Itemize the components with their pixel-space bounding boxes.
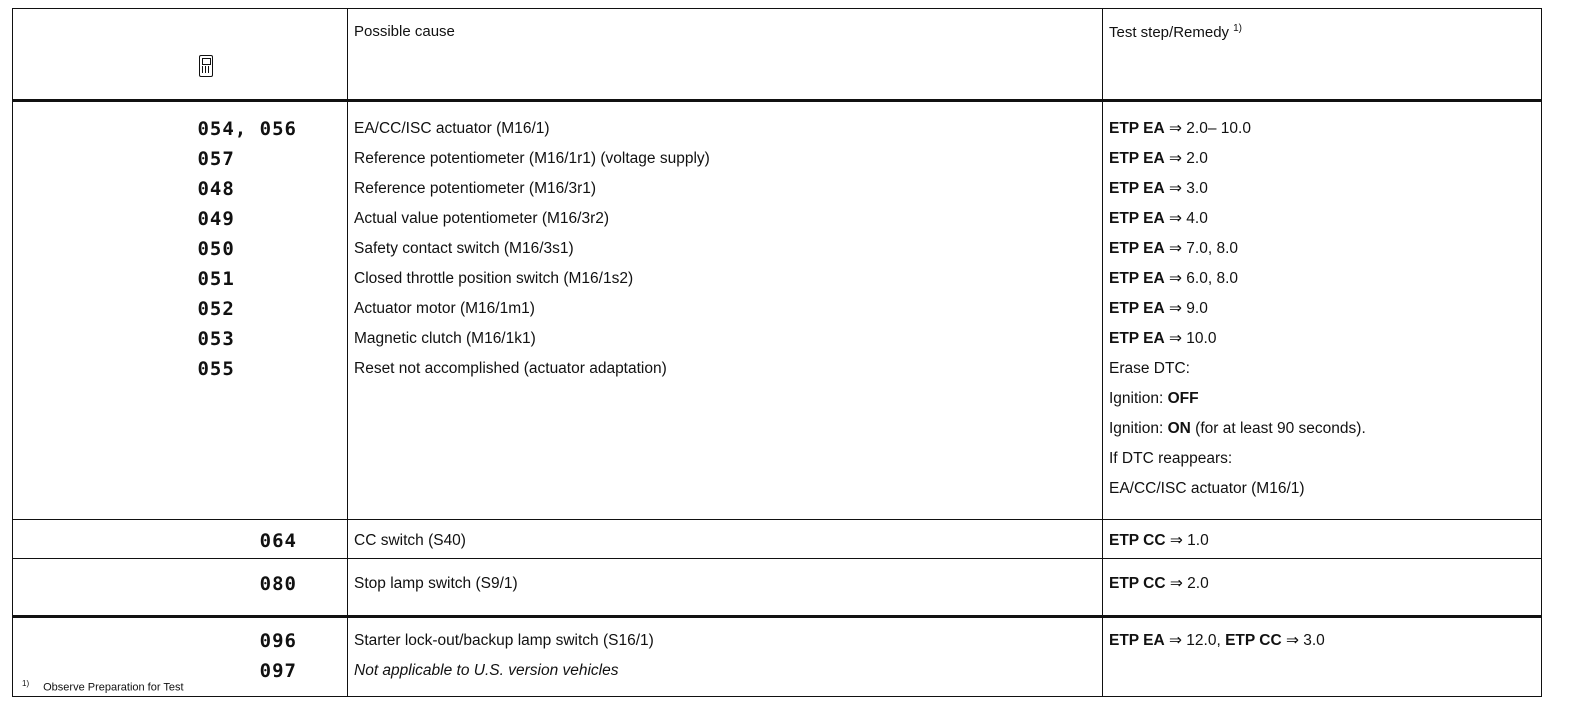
footnote-mark: 1) (22, 679, 30, 688)
ignition-state: ON (1167, 420, 1191, 437)
remedy-text: If DTC reappears: (1109, 450, 1233, 467)
dtc-code-cell (13, 101, 348, 520)
dtc-code: 053 (197, 328, 235, 350)
remedy-text: ⇒ 12.0, (1164, 632, 1226, 649)
cause-text: Magnetic clutch (M16/1k1) (354, 330, 536, 347)
remedy-text: Ignition: (1109, 390, 1168, 407)
remedy-line (1109, 354, 1541, 384)
test-program-label: ETP CC (1109, 575, 1166, 592)
remedy-text: Erase DTC: (1109, 360, 1190, 377)
remedy-line (1109, 294, 1541, 324)
remedy-line (1109, 204, 1541, 234)
remedy-text: ⇒ 2.0 (1164, 150, 1208, 167)
cause-header-label: Possible cause (354, 23, 455, 40)
test-program-label: ETP EA (1109, 150, 1165, 167)
dtc-code-cell (13, 559, 348, 617)
cause-cell (348, 559, 1103, 617)
cause-text: Starter lock-out/backup lamp switch (S16/1) (354, 632, 654, 649)
dtc-code: 057 (197, 148, 235, 170)
test-program-label: ETP EA (1109, 210, 1165, 227)
remedy-text: ⇒ 3.0 (1281, 632, 1325, 649)
remedy-line (1109, 414, 1541, 444)
cause-text: EA/CC/ISC actuator (M16/1) (354, 120, 550, 137)
footnote-text: Observe Preparation for Test (43, 681, 184, 694)
cause-text: Safety contact switch (M16/3s1) (354, 240, 574, 257)
cause-note: Not applicable to U.S. version vehicles (354, 662, 619, 679)
remedy-line (1109, 114, 1541, 144)
ignition-state: OFF (1167, 390, 1199, 407)
remedy-line (1109, 144, 1541, 174)
cause-cell (348, 520, 1103, 559)
dtc-code: 097 (259, 660, 297, 682)
dtc-code: 050 (197, 238, 235, 260)
remedy-text: ⇒ 4.0 (1164, 210, 1208, 227)
cause-text: Actuator motor (M16/1m1) (354, 300, 535, 317)
cause-column-header (348, 9, 1103, 101)
remedy-text: ⇒ 3.0 (1164, 180, 1208, 197)
remedy-header-label: Test step/Remedy (1109, 24, 1230, 41)
cause-text: Reference potentiometer (M16/1r1) (voltage supply) (354, 150, 710, 167)
dtc-code: 055 (197, 358, 235, 380)
code-column-header (13, 9, 348, 101)
remedy-line (1109, 474, 1541, 504)
dtc-code: 096 (259, 630, 297, 652)
cause-text: Reset not accomplished (actuator adaptation) (354, 360, 667, 377)
cause-cell (348, 101, 1103, 520)
remedy-line (1109, 324, 1541, 354)
remedy-text: Ignition: (1109, 420, 1168, 437)
remedy-column-header (1103, 9, 1542, 101)
remedy-cell (1103, 520, 1542, 559)
table-row (13, 101, 1542, 520)
table-row (13, 559, 1542, 617)
remedy-line (1109, 626, 1541, 656)
remedy-text: ⇒ 7.0, 8.0 (1164, 240, 1239, 257)
remedy-line (1109, 569, 1541, 599)
dtc-code: 048 (197, 178, 235, 200)
dtc-code: 064 (259, 530, 297, 552)
dtc-code: 080 (259, 573, 297, 595)
test-program-label: ETP EA (1109, 120, 1165, 137)
hand-held-tester-icon (199, 55, 213, 77)
test-program-label: ETP CC (1109, 532, 1166, 549)
remedy-text: ⇒ 9.0 (1164, 300, 1208, 317)
test-program-label: ETP EA (1109, 270, 1165, 287)
table-header-row (13, 9, 1542, 101)
remedy-text: (for at least 90 seconds). (1190, 420, 1366, 437)
remedy-text: ⇒ 6.0, 8.0 (1164, 270, 1239, 287)
dtc-code: 054, 056 (197, 118, 297, 140)
remedy-cell (1103, 617, 1542, 697)
footnote-ref: 1) (1233, 23, 1242, 34)
remedy-line (1109, 384, 1541, 414)
remedy-line (1109, 234, 1541, 264)
test-program-label: ETP EA (1109, 240, 1165, 257)
remedy-line (1109, 444, 1541, 474)
remedy-cell (1103, 559, 1542, 617)
dtc-code: 051 (197, 268, 235, 290)
cause-cell (348, 617, 1103, 697)
cause-text: Reference potentiometer (M16/3r1) (354, 180, 597, 197)
remedy-text: ⇒ 10.0 (1164, 330, 1217, 347)
remedy-cell (1103, 101, 1542, 520)
remedy-text: EA/CC/ISC actuator (M16/1) (1109, 480, 1305, 497)
cause-text: Actual value potentiometer (M16/3r2) (354, 210, 610, 227)
table-row (13, 617, 1542, 697)
test-program-label: ETP EA (1109, 180, 1165, 197)
dtc-code: 052 (197, 298, 235, 320)
cause-text: CC switch (S40) (354, 532, 466, 549)
remedy-text: ⇒ 2.0 (1165, 575, 1209, 592)
remedy-line (1109, 264, 1541, 294)
test-program-label: ETP EA (1109, 632, 1165, 649)
remedy-line (1109, 526, 1541, 556)
diagnostic-table (12, 8, 1542, 697)
remedy-line (1109, 174, 1541, 204)
cause-text: Stop lamp switch (S9/1) (354, 575, 518, 592)
test-program-label: ETP CC (1225, 632, 1282, 649)
test-program-label: ETP EA (1109, 330, 1165, 347)
remedy-text: ⇒ 1.0 (1165, 532, 1209, 549)
table-row (13, 520, 1542, 559)
footnote (22, 679, 184, 694)
test-program-label: ETP EA (1109, 300, 1165, 317)
cause-text: Closed throttle position switch (M16/1s2) (354, 270, 634, 287)
dtc-code: 049 (197, 208, 235, 230)
dtc-code-cell (13, 520, 348, 559)
remedy-text: ⇒ 2.0– 10.0 (1164, 120, 1251, 137)
